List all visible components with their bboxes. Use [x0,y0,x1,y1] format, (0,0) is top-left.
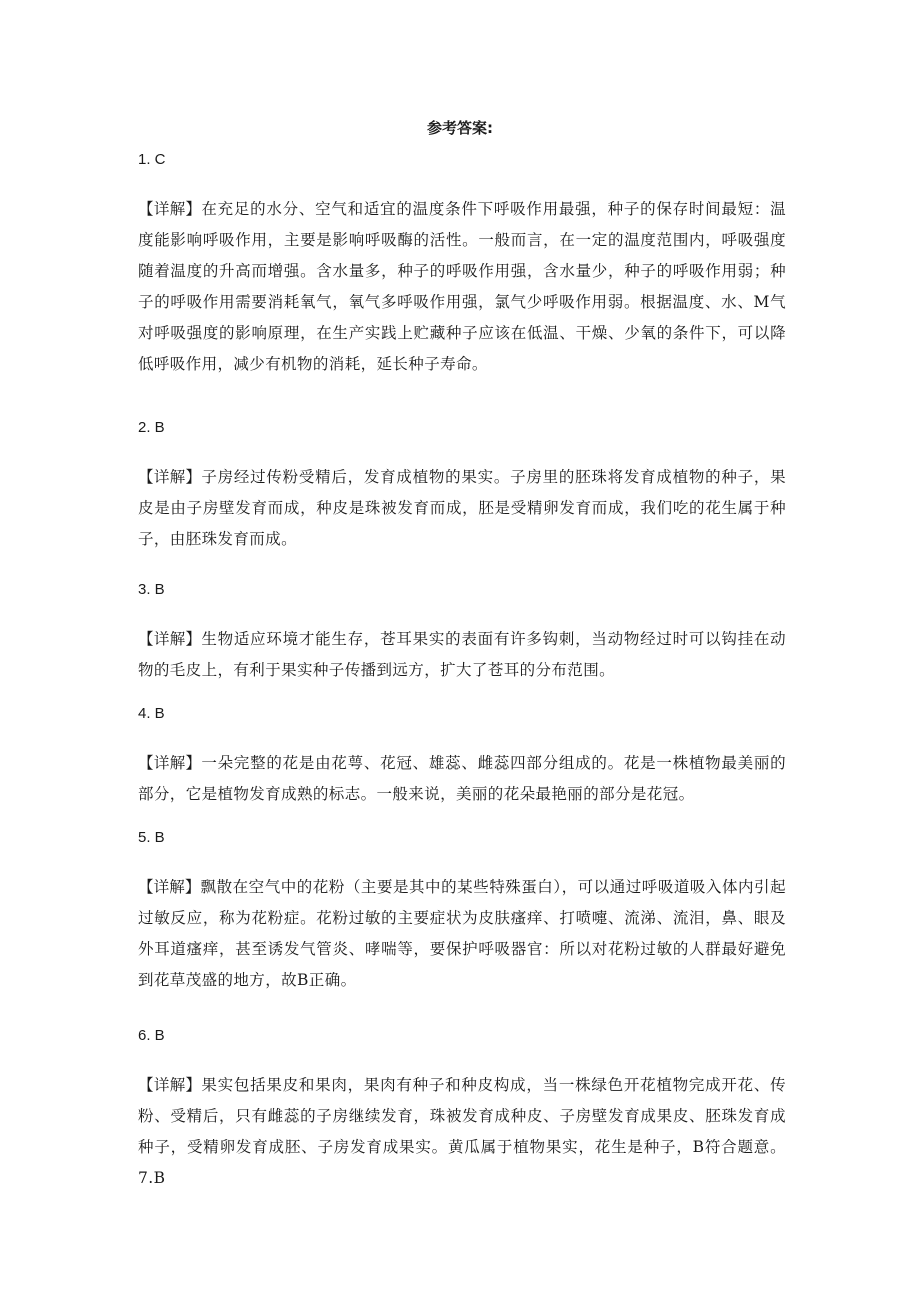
answer-number-1: 1. C [138,151,166,168]
detail-text: 生物适应环境才能生存，苍耳果实的表面有许多钩刺，当动物经过时可以钩挂在动物的毛皮上，有利于果实种子传播到远方，扩大了苍耳的分布范围。 [138,630,786,679]
detail-text: 果实包括果皮和果肉，果肉有种子和种皮构成，当一株绿色开花植物完成开花、传粉、受精后，只有雌蕊的子房继续发育，珠被发育成种皮、子房壁发育成果皮、胚珠发育成种子，受精卵发育成胚、子房发育成果实。黄瓜属于植物果实，花生是种子，B符合题意。7.B [138,1076,786,1187]
page-title: 参考答案: [427,119,493,137]
answer-detail-3 [138,624,786,686]
answer-detail-5 [138,872,786,996]
answer-number-6: 6. B [138,1027,165,1044]
detail-text: 在充足的水分、空气和适宜的温度条件下呼吸作用最强，种子的保存时间最短：温度能影响呼吸作用，主要是影响呼吸酶的活性。一般而言，在一定的温度范围内，呼吸强度随着温度的升高而增强。含水量多，种子的呼吸作用强，含水量少，种子的呼吸作用弱；种子的呼吸作用需要消耗氧气，氧气多呼吸作用强，氯气少呼吸作用弱。根据温度、水、M气对呼吸强度的影响原理，在生产实践上贮藏种子应该在低温、干燥、少氧的条件下，可以降低呼吸作用，减少有机物的消耗，延长种子寿命。 [138,200,786,373]
detail-tag: 【详解】 [138,200,202,218]
answer-detail-4 [138,748,786,810]
detail-tag: 【详解】 [138,468,202,486]
detail-tag: 【详解】 [138,630,202,648]
answer-number-2: 2. B [138,419,165,436]
detail-text: 飘散在空气中的花粉（主要是其中的某些特殊蛋白），可以通过呼吸道吸入体内引起过敏反应，称为花粉症。花粉过敏的主要症状为皮肤瘙痒、打喷嚏、流涕、流泪，鼻、眼及外耳道瘙痒，甚至诱发气管炎、哮喘等，要保护呼吸器官：所以对花粉过敏的人群最好避免到花草茂盛的地方，故B正确。 [138,878,786,989]
answer-number-4: 4. B [138,705,165,722]
answer-detail-1 [138,194,786,380]
detail-tag: 【详解】 [138,878,201,896]
detail-text: 子房经过传粉受精后，发育成植物的果实。子房里的胚珠将发育成植物的种子，果皮是由子房壁发育而成，种皮是珠被发育而成，胚是受精卵发育而成，我们吃的花生属于种子，由胚珠发育而成。 [138,468,786,548]
detail-text: 一朵完整的花是由花萼、花冠、雄蕊、雌蕊四部分组成的。花是一株植物最美丽的部分，它是植物发育成熟的标志。一般来说，美丽的花朵最艳丽的部分是花冠。 [138,754,786,803]
answer-number-5: 5. B [138,829,165,846]
answer-detail-6 [138,1070,786,1194]
detail-tag: 【详解】 [138,754,202,772]
answer-detail-2 [138,462,786,555]
answer-number-3: 3. B [138,581,165,598]
detail-tag: 【详解】 [138,1076,202,1094]
